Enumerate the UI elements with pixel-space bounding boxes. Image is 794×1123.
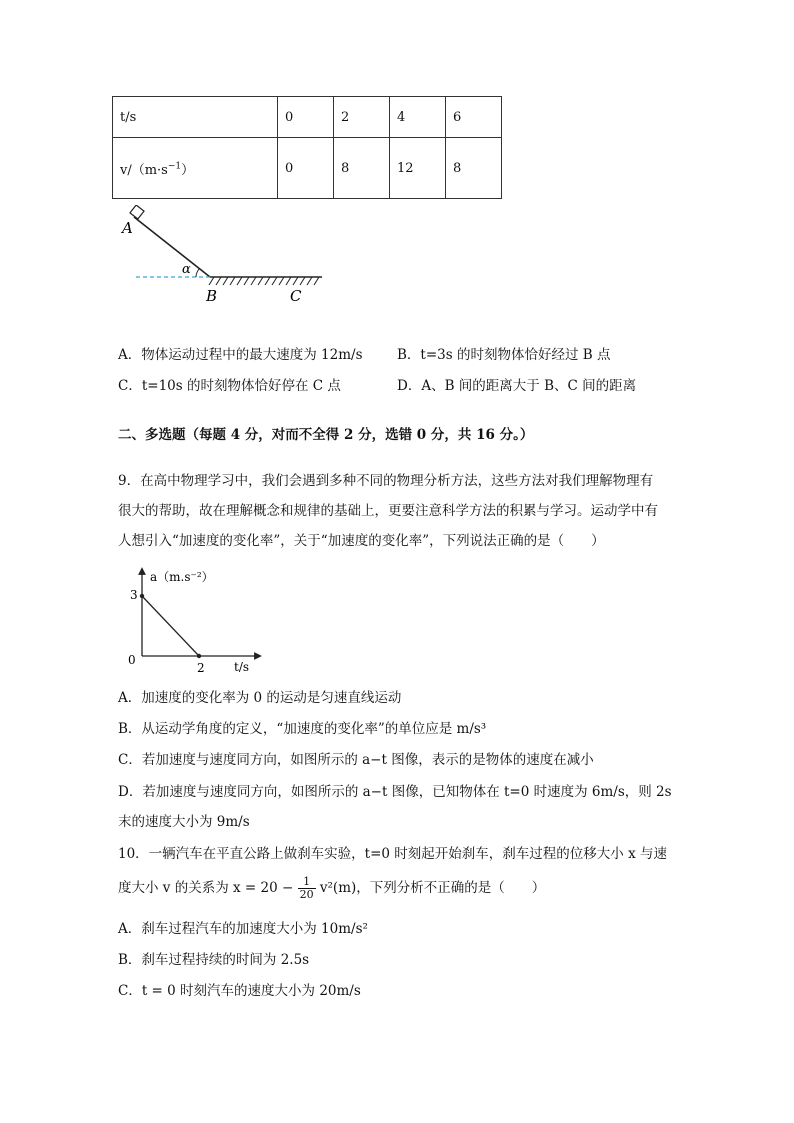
label-a: A: [122, 219, 133, 237]
q10-option-b: B．刹车过程持续的时间为 2.5s: [118, 952, 310, 968]
table-cell: [113, 138, 278, 199]
q8-option-a: A．物体运动过程中的最大速度为 12m/s: [118, 347, 363, 363]
q9-option-b: B．从运动学角度的定义，“加速度的变化率”的单位应是 m/s³: [118, 721, 487, 737]
table-cell: 8: [446, 138, 502, 199]
q9-option-d-line2: 末的速度大小为 9m/s: [118, 814, 250, 830]
velocity-label: v/（m·s: [120, 162, 168, 178]
q10-formula-post: v²(m)，下列分析不正确的是（ ）: [319, 880, 546, 896]
series-line: [142, 596, 199, 656]
label-c: C: [290, 287, 302, 305]
incline-figure: [110, 205, 340, 310]
table-cell: 6: [446, 97, 502, 138]
q10-stem-line2: [118, 876, 545, 901]
q9-option-c: C．若加速度与速度同方向，如图所示的 a−t 图像，表示的是物体的速度在减小: [118, 752, 594, 768]
unit-exponent: −1: [167, 161, 182, 172]
block: [130, 205, 144, 219]
table-cell: t/s: [113, 97, 278, 138]
x-axis-label: t/s: [234, 660, 250, 674]
y-tick-label: 3: [130, 588, 138, 602]
y-axis-label: a（m.s⁻²）: [150, 570, 214, 584]
q8-option-d: D．A、B 间的距离大于 B、C 间的距离: [397, 378, 637, 394]
q10-formula-pre: 度大小 v 的关系为 x = 20 −: [118, 880, 294, 896]
q9-stem-line1: 9．在高中物理学习中，我们会遇到多种不同的物理分析方法，这些方法对我们理解物理有: [118, 473, 654, 489]
incline-line: [134, 217, 210, 277]
q8-option-c: C．t=10s 的时刻物体恰好停在 C 点: [118, 378, 341, 394]
table-cell: 2: [334, 97, 390, 138]
q9-stem-line2: 很大的帮助，故在理解概念和规律的基础上，更要注意科学方法的积累与学习。运动学中有: [118, 503, 658, 519]
origin-label: 0: [128, 653, 136, 667]
section-title: 二、多选题（每题 4 分，对而不全得 2 分，选错 0 分，共 16 分。）: [118, 427, 534, 443]
fraction: [298, 876, 316, 901]
q9-option-d-line1: D．若加速度与速度同方向，如图所示的 a−t 图像，已知物体在 t=0 时速度为 6m/s，则 2s: [118, 784, 672, 800]
angle-arc: [196, 269, 199, 277]
q10-option-a: A．刹车过程汽车的加速度大小为 10m/s²: [118, 921, 368, 937]
ground-hatching: [209, 277, 319, 285]
q8-option-b: B．t=3s 的时刻物体恰好经过 B 点: [397, 347, 611, 363]
table-cell: 4: [390, 97, 446, 138]
q10-stem-line1: 10．一辆汽车在平直公路上做刹车实验，t=0 时刻起开始刹车，刹车过程的位移大小 x 与速: [118, 846, 667, 862]
q10-option-c: C．t = 0 时刻汽车的速度大小为 20m/s: [118, 983, 361, 999]
table-cell: 0: [278, 138, 334, 199]
q9-stem-line3: 人想引入“加速度的变化率”，关于“加速度的变化率”，下列说法正确的是（ ）: [118, 533, 605, 549]
fraction-denominator: 20: [299, 888, 314, 901]
data-point: [197, 654, 201, 658]
table-cell: 8: [334, 138, 390, 199]
table-row: [113, 97, 502, 138]
series-layer: [140, 594, 201, 658]
q9-option-a: A．加速度的变化率为 0 的运动是匀速直线运动: [118, 690, 402, 706]
x-tick-label: 2: [197, 661, 205, 675]
at-chart: [118, 565, 278, 675]
velocity-time-table: [112, 96, 502, 199]
table-cell: 0: [278, 97, 334, 138]
table-cell: 12: [390, 138, 446, 199]
fraction-numerator: 1: [298, 876, 316, 889]
data-point: [140, 594, 144, 598]
label-alpha: α: [182, 262, 191, 277]
table-row: [113, 138, 502, 199]
label-b: B: [206, 287, 218, 305]
velocity-label-end: ）: [181, 162, 195, 178]
